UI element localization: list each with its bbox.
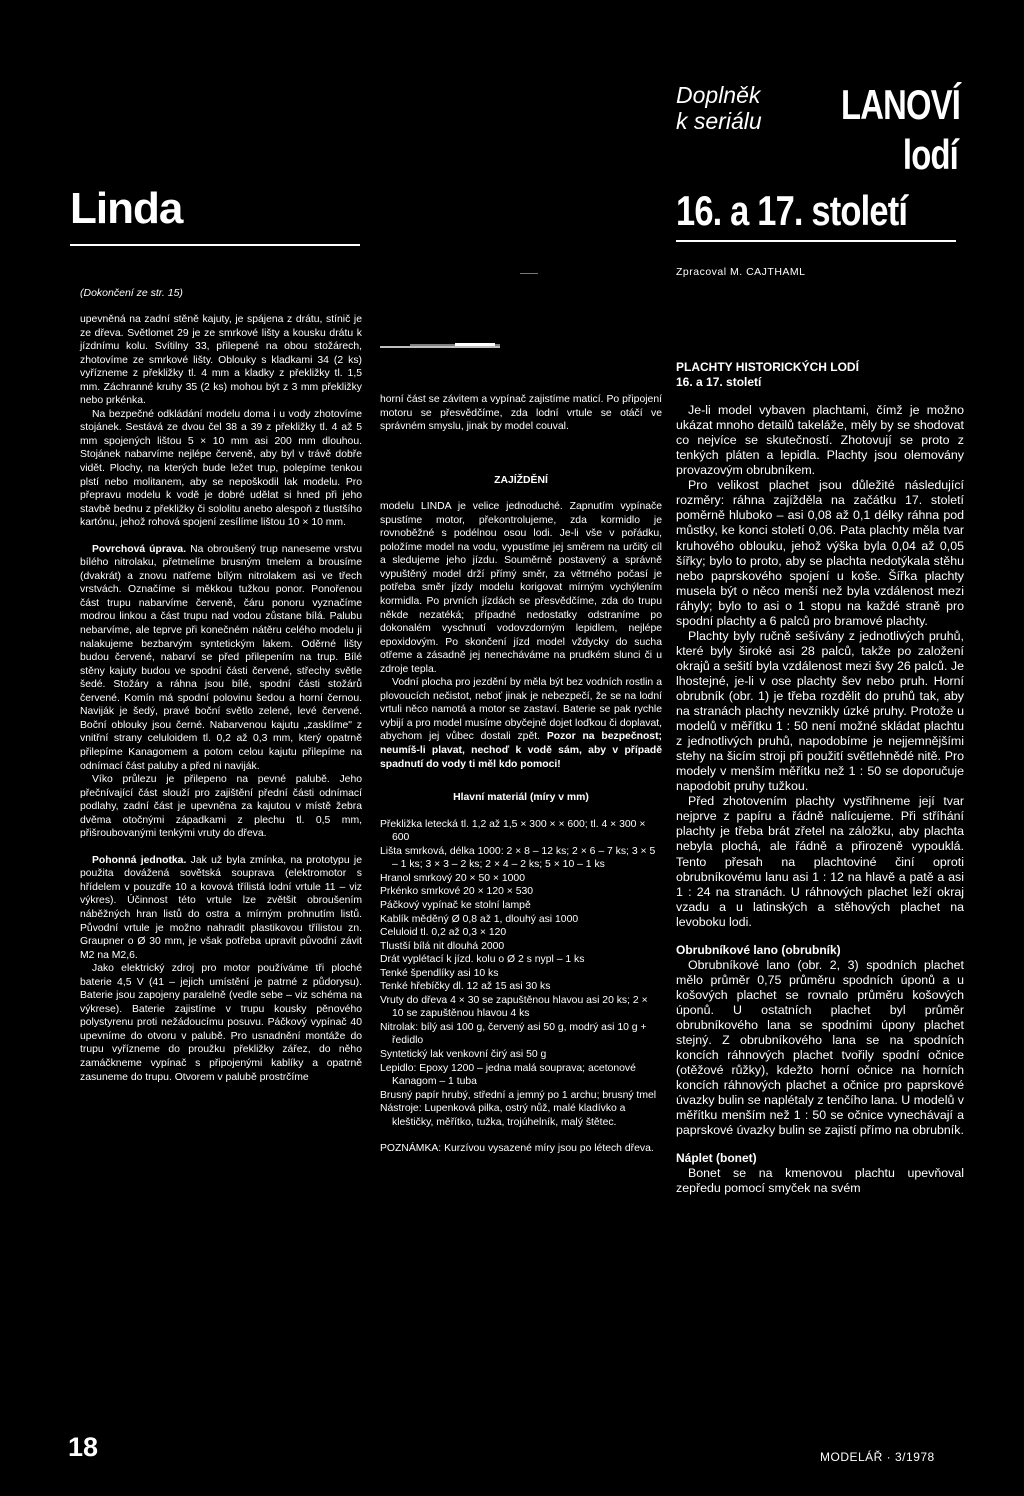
drawing-fragment — [380, 342, 500, 352]
list-item: Brusný papír hrubý, střední a jemný po 1 archu; brusný tmel — [380, 1089, 657, 1101]
section-heading: PLACHTY HISTORICKÝCH LODÍ — [676, 360, 859, 374]
paragraph-warning: Pozor na bezpečnost; neumíš-li plavat, nechoď k vodě sám, aby v případě spadnutí do vody ti měl kdo pomoci! — [380, 731, 662, 770]
series-title-underline — [676, 240, 956, 242]
divider — [520, 273, 538, 274]
paragraph — [80, 854, 362, 962]
paragraph: Víko průlezu je přilepeno na pevné palubě. Jeho přečnívající část slouží pro zajištění přední části odnímací podlahy, zadní část je upevněna za kajutou v místě žebra dvěma otočnými západkami z plechu tl. 0,5 mm, přišroubovanými tenkými vruty do dřeva. — [80, 774, 362, 840]
list-item: Tlustší bílá nit dlouhá 2000 — [380, 940, 505, 952]
paragraph: Obrubníkové lano (obr. 2, 3) spodních plachet mělo průměr 0,75 průměru spodních úponů a u košových plachet se rovnalo průměru košových úponů. U ostatních plachet byl průměr obrubníkového lana se spodními úpony plachet stejný. Z obrubníkového lana se na spodních koncích ráhnových plachet tvořily spodní očnice (otěžové růžky), kdežto horní očnice na horních koncích ráhnových plachet a očnice pro paprskové úvazky bulin se naplétaly z tenčího lana. U modelů v měřítku menším než 1 : 50 se očnice vynechávají a paprskové úvazky bulin se zajistí přímo na obrubník. — [676, 957, 964, 1138]
paragraph: Je-li model vybaven plachtami, čímž je možno ukázat mnoho detailů takeláže, měly by se shodovat co nejvíce se skutečností. Zhotovují se proto z tenkých pláten a lepidla. Plachty jsou olemovány provazovým obrubníkem. — [676, 403, 964, 478]
series-prefix-line1: Doplněk — [676, 82, 761, 108]
list-item: Tenké špendlíky asi 10 ks — [380, 967, 499, 979]
list-item: Kablík měděný Ø 0,8 až 1, dlouhý asi 1000 — [380, 913, 579, 925]
paragraph: modelu LINDA je velice jednoduché. Zapnutím vypínače spustíme motor, překontrolujeme, zda kormidlo je rovnoběžné s podélnou osou lodi. Je-li vše v pořádku, položíme model na vodu, vypustíme jej směrem na určitý cíl a sledujeme jeho jízdu. Souměrně postavený a správně vypuštěný model drží přímý směr, za větrného počasí je potřeba směr jízdy modelu korigovat mírným vychýlením kormidla. Po prvních jízdách se přesvědčíme, zda do trupu někde nezatéká; případné nedostatky odstraníme po dokonalém vyschnutí vodovzdorným lepidlem, nejlépe epoxidovým. Po skončení jízd model vždycky do sucha otřeme a zásadně jej nenecháváme na prudkém slunci či u zdroje tepla. — [380, 501, 662, 675]
section-heading: Hlavní materiál (míry v mm) — [453, 792, 589, 804]
materials-list — [380, 818, 662, 1130]
paragraph-body: Vodní plocha pro jezdění by měla být bez vodních rostlin a plovoucích nečistot, neboť jinak je nebezpečí, že se na lodní vrtuli něco namotá a motor se zastaví. Baterie se pak rychle vybijí a pro model musíme obyčejně dojet loďkou či doplavat, abychom jej vůbec dostali zpět. — [380, 677, 662, 743]
list-item: Překližka letecká tl. 1,2 až 1,5 × 300 × × 600; tl. 4 × 300 × 600 — [380, 818, 646, 844]
author-credit: Zpracoval M. CAJTHAML — [676, 266, 806, 278]
paragraph: Plachty byly ručně sešívány z jednotlivých pruhů, které byly široké asi 28 palců, takže po založení okrajů a sešití byla vzdálenost mezi švy 26 palců. Je lhostejné, je-li v ose plachty šev nebo pruh. Horní obrubník (obr. 1) je třeba rozdělit do pruhů tak, aby na stranách plachty nevznikly úzké pruhy. Protože u modelů v měřítku 1 : 50 není možné skládat plachtu z jednotlivých pruhů, napodobíme je nejjemnějšími stehy na šicím stroji při použití světlehnědé nitě. Pro modely v menším měřítku než 1 : 50 se doporučuje napodobit pruhy tužkou. — [676, 628, 964, 794]
column-3 — [676, 360, 964, 1196]
paragraph: Pro velikost plachet jsou důležité následující rozměry: ráhna zajížděla na začátku 17. století poměrně hluboko – asi 0,08 až 0,1 délky ráhna pod můstky, ke konci století 0,06. Pata plachty měla tvar kruhového oblouku, jehož výška byla 0,04 až 0,05 šířky; bylo to proto, aby se plachta nedotýkala stěhu nebo paprskového spojení u koše. Šířka plachty musela být o něco menší než byla vzdálenost mezi ráhyly; bylo to asi o 1 stopu na každé straně pro spodní plachty a 6 palců pro bramové plachty. — [676, 478, 964, 628]
magazine-issue: MODELÁŘ · 3/1978 — [820, 1450, 935, 1464]
paragraph: Před zhotovením plachty vystřihneme její tvar nejprve z papíru a řádně nalícujeme. Při stříhání plachty je třeba brát zřetel na záložku, aby plachta nebyla plochá, ale řádně a přirozeně vypouklá. Tento přesah na plachtoviné činí oproti obrubníkovému lanu asi 1 : 12 na hlavě a patě a asi 1 : 24 na stranách. U ráhnových plachet leží okraj vzadu a u latinských a stěhových plachet na levoboku lodi. — [676, 794, 964, 929]
article-title: Linda — [70, 184, 183, 233]
list-item: Lišta smrková, délka 1000: 2 × 8 – 12 ks; 2 × 6 – 7 ks; 3 × 5 – 1 ks; 3 × 3 – 2 ks; 2 × 4 – 2 ks; 5 × 10 – 1 ks — [380, 845, 656, 871]
paragraph: Bonet se na kmenovou plachtu upevňoval zepředu pomocí smyček na svém — [676, 1166, 964, 1196]
series-title-line1: LANOVÍ — [841, 81, 961, 128]
list-item: Tenké hřebíčky dl. 12 až 15 asi 30 ks — [380, 981, 551, 993]
series-prefix-line2: k seriálu — [676, 108, 762, 134]
column-2 — [380, 393, 662, 1156]
paragraph: Jako elektrický zdroj pro motor používáme tři ploché baterie 4,5 V (41 – jejich umístění je patrné z půdorysu). Baterie jsou zapojeny paralelně (vedle sebe – viz schéma na výkrese). Baterie zajistíme v trupu kousky pěnového polystyrenu proti nežádoucímu posuvu. Páčkový vypínač 40 upevníme do otvoru v palubě. Pro usnadnění montáže do trupu vyřízneme do proužku překližky zářez, do něho zamáčkneme vypínač s připojenými kablíky a opatrně zasuneme do trupu. Otvorem v palubě prostrčíme — [80, 963, 362, 1083]
paragraph: horní část se závitem a vypínač zajistíme maticí. Po připojení motoru se přesvědčíme, zda lodní vrtule se otáčí ve správném smyslu, jinak by model couval. — [380, 394, 662, 433]
list-item: Nitrolak: bílý asi 100 g, červený asi 50 g, modrý asi 10 g + ředidlo — [380, 1021, 647, 1047]
series-title-line3: 16. a 17. století — [676, 187, 908, 234]
page-number: 18 — [68, 1432, 99, 1462]
list-item: Syntetický lak venkovní čirý asi 50 g — [380, 1048, 547, 1060]
list-item: Lepidlo: Epoxy 1200 – jedna malá souprava; acetonové Kanagom – 1 tuba — [380, 1062, 636, 1088]
series-prefix — [676, 82, 762, 134]
paragraph — [80, 543, 362, 773]
list-item: Hranol smrkový 20 × 50 × 1000 — [380, 872, 525, 884]
series-title-line2: lodí — [902, 131, 958, 178]
continued-note: (Dokončení ze str. 15) — [80, 287, 183, 299]
paragraph: Na bezpečné odkládání modelu doma i u vody zhotovíme stojánek. Sestává ze dvou čel 38 a 39 z překližky tl. 4 až 5 mm spojených lištou 5 × 10 mm asi 200 mm dlouhou. Stojánek nabarvíme nejlépe červeně, aby byl v trávě dobře vidět. Plochy, na kterých bude ležet trup, polepíme tenkou plstí nebo molitanem, aby se nepoškodil lak modelu. Pro přepravu modelu k vodě je dobré udělat si hned při jeho stavbě bednu z překližky či sololitu anebo alespoň z tlustšího kartónu, jehož rohová spojení zesílíme lištou 10 × 10 mm. — [80, 408, 362, 529]
paragraph-body: Na obroušený trup naneseme vrstvu bílého nitrolaku, přetmelíme brusným tmelem a brousíme (dvakrát) a znovu natřeme bílým nitrolakem asi ve třech vrstvách. Označíme si měkkou tužkou ponor. Ponořenou část trupu nabarvíme červeně, čáru ponoru vyznačíme modrou linkou a část trupu nad vodou zůstane bílá. Palubu nebarvíme, ale teprve při konečném nátěru celého modelu ji nalakujeme bezbarvým syntetickým lakem. Oděrné lišty budou červené, nabarví se před přilepením na trup. Bílé stěny kajuty budou ve spodní části červené, střechy světle šedé. Stožáry a ráhna jsou bílé, spodní části stožárů červené. Komín má spodní polovinu šedou a horní černou. Naviják je šedý, pravé boční světlo zelené, levé červené. Boční oblouky jsou černé. Nabarvenou kajutu „zasklíme" z vnitřní strany celuloidem tl. 0,2 až 0,3 mm, který opatrně přilepíme Kanagomem a potom celou kajutu přilepíme na odnímací část paluby a před ni naviják. — [80, 543, 363, 772]
section-subheading: 16. a 17. století — [676, 375, 762, 390]
title-underline — [70, 244, 360, 246]
list-item: Celuloid tl. 0,2 až 0,3 × 120 — [380, 927, 507, 939]
list-item: Páčkový vypínač ke stolní lampě — [380, 899, 531, 911]
section-heading: ZAJÍŽDĚNÍ — [494, 474, 548, 486]
section-heading: Náplet (bonet) — [676, 1151, 757, 1166]
paragraph-body: Jak už byla zmínka, na prototypu je použita dovážená sovětská souprava (elektromotor s hřídelem v pouzdře 10 a kovová třílistá lodní vrtule 11 – viz výkres). Účinnost této vrtule lze zvětšit obroušením náběžných hran listů do ostra a mírným prohnutím listů. Původní vrtule je možno nahradit plastikovou třílistou zn. Graupner o Ø 30 mm, je však potřeba upravit původní závit M2 na M2,6. — [80, 854, 363, 961]
series-title — [841, 80, 961, 180]
list-item: Drát vyplétací k jízd. kolu o Ø 2 s nypl – 1 ks — [380, 954, 585, 966]
column-1 — [80, 313, 362, 1084]
list-item: Prkénko smrkové 20 × 120 × 530 — [380, 886, 534, 898]
paragraph — [380, 676, 662, 771]
list-item: Vruty do dřeva 4 × 30 se zapuštěnou hlavou asi 20 ks; 2 × 10 se zapuštěnou hlavou 4 ks — [380, 994, 648, 1020]
paragraph-lead: Pohonná jednotka. — [92, 854, 187, 866]
paragraph: upevněná na zadní stěně kajuty, je spájena z drátu, stínič je ze dřeva. Světlomet 29 je ze smrkové lišty a kousku drátu k jízdnímu kolu. Svítilny 33, přilepené na obou stožárech, zhotovíme ze smrkové lišty. Oblouky s kladkami 34 (2 ks) vyřízneme z překližky tl. 4 mm a kladky z překližky tl. 1,5 mm. Záchranné kruhy 35 (2 ks) mohou být z 3 mm překližky nebo prkénka. — [80, 314, 362, 407]
note: POZNÁMKA: Kurzívou vysazené míry jsou po létech dřeva. — [380, 1143, 654, 1155]
paragraph-lead: Povrchová úprava. — [92, 543, 187, 555]
section-heading: Obrubníkové lano (obrubník) — [676, 942, 841, 957]
list-item: Nástroje: Lupenková pilka, ostrý nůž, malé kladívko a kleštičky, měřítko, tužka, trojúhelník, malý štětec. — [380, 1103, 626, 1128]
